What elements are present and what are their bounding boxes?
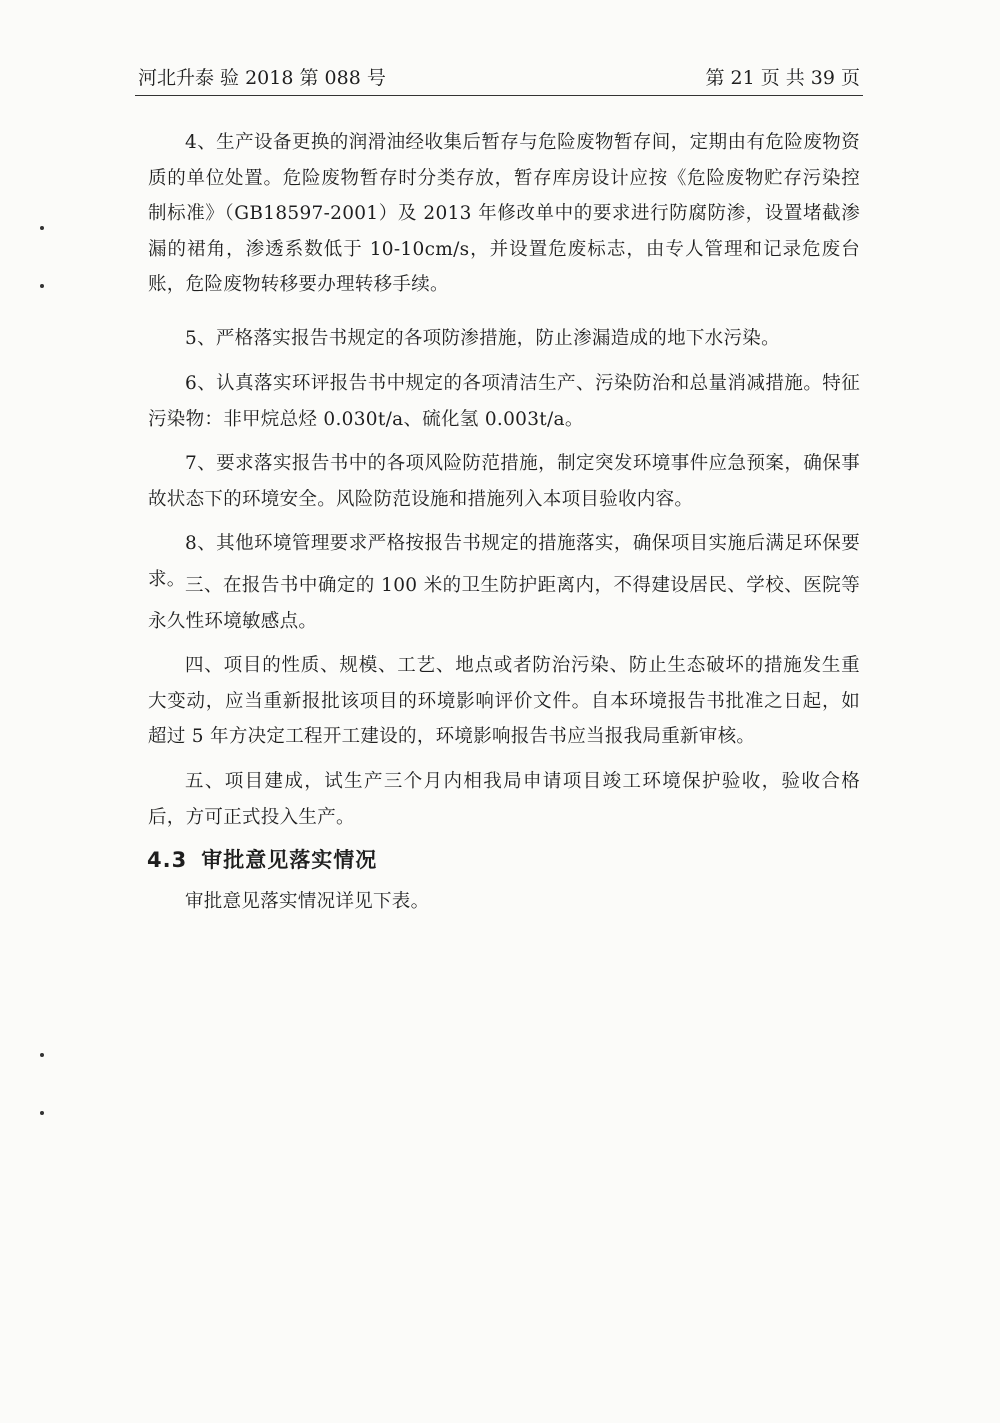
- report-number: 河北升泰 验 2018 第 088 号: [138, 67, 386, 89]
- paragraph-item-4: 4、生产设备更换的润滑油经收集后暂存与危险废物暂存间，定期由有危险废物资质的单位处置。危险废物暂存时分类存放，暂存库房设计应按《危险废物贮存污染控制标准》（GB18597-2001）及 2013 年修改单中的要求进行防腐防渗，设置堵截渗漏的裙角，渗透系数低于 10-10cm/s，并设置危废标志，由专人管理和记录危废台账，危险废物转移要办理转移手续。: [148, 132, 860, 295]
- page-number: 第 21 页 共 39 页: [705, 67, 860, 89]
- section-title: 审批意见落实情况: [201, 848, 378, 872]
- paragraph-item-8: 8、其他环境管理要求严格按报告书规定的措施落实，确保项目实施后满足环保要求。: [148, 533, 860, 590]
- paragraph-section-4: 四、项目的性质、规模、工艺、地点或者防治污染、防止生态破坏的措施发生重大变动，应当重新报批该项目的环境影响评价文件。自本环境报告书批准之日起，如超过 5 年方决定工程开工建设的，环境影响报告书应当报我局重新审核。: [148, 655, 860, 747]
- header-rule: [135, 95, 863, 96]
- paragraph-section-3: 三、在报告书中确定的 100 米的卫生防护距离内，不得建设居民、学校、医院等永久性环境敏感点。: [148, 575, 860, 632]
- binding-hole-mark: [40, 1053, 44, 1057]
- paragraph-item-5: 5、严格落实报告书规定的各项防渗措施，防止渗漏造成的地下水污染。: [185, 328, 780, 349]
- binding-hole-mark: [40, 1111, 44, 1115]
- paragraph-item-6: 6、认真落实环评报告书中规定的各项清洁生产、污染防治和总量消减措施。特征污染物：非甲烷总烃 0.030t/a、硫化氢 0.003t/a。: [148, 373, 860, 430]
- section-heading: [147, 844, 377, 874]
- paragraph-section-5: 五、项目建成，试生产三个月内相我局申请项目竣工环境保护验收，验收合格后，方可正式投入生产。: [148, 771, 860, 828]
- page-header: [138, 62, 860, 90]
- binding-hole-mark: [40, 226, 44, 230]
- paragraph-item-7: 7、要求落实报告书中的各项风险防范措施，制定突发环境事件应急预案，确保事故状态下的环境安全。风险防范设施和措施列入本项目验收内容。: [148, 453, 860, 510]
- section-number: 4.3: [147, 848, 188, 872]
- binding-hole-mark: [40, 284, 44, 288]
- section-body: 审批意见落实情况详见下表。: [185, 891, 430, 912]
